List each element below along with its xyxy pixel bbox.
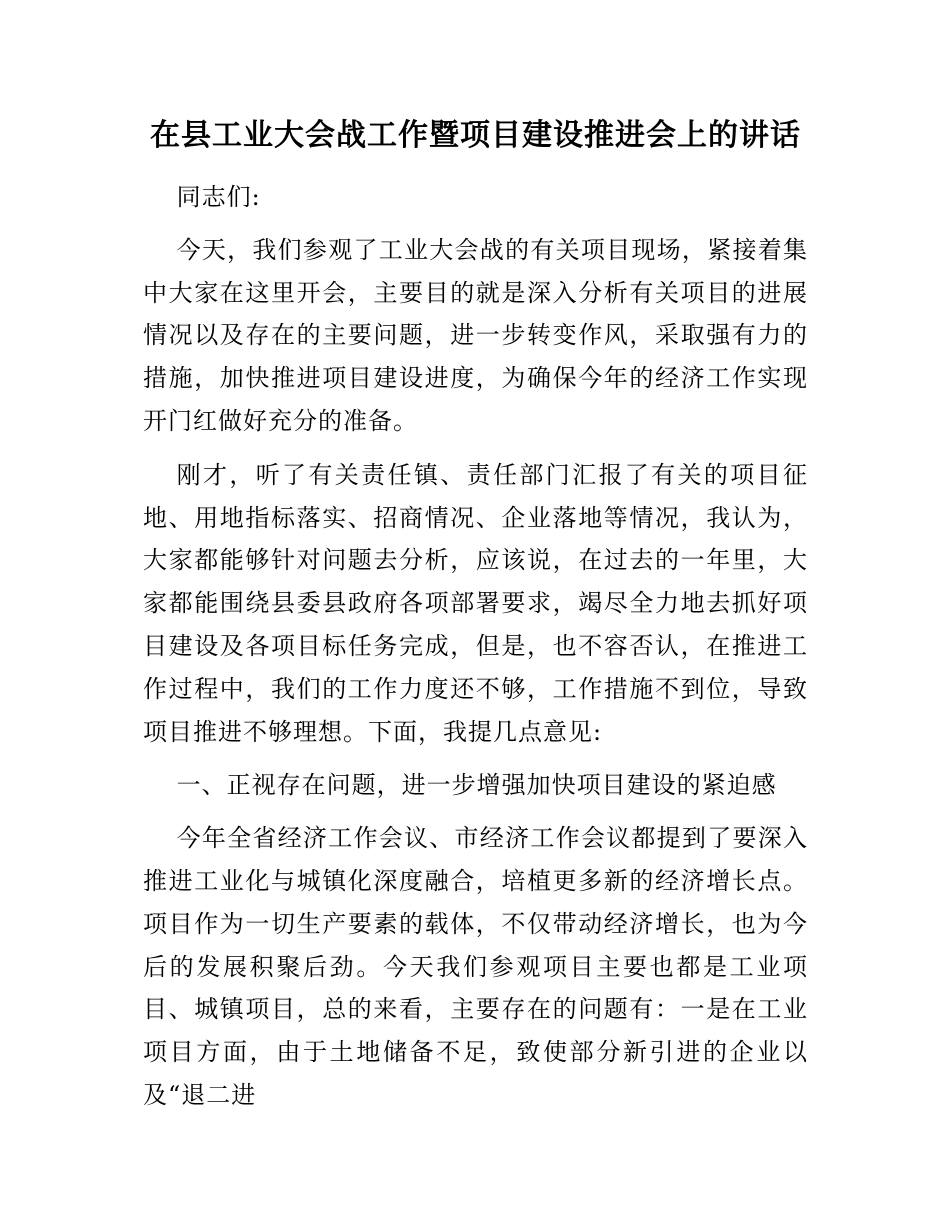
salutation: 同志们: <box>176 183 261 211</box>
document-body <box>143 176 808 1117</box>
document-page <box>143 0 808 1128</box>
body-paragraph: 刚才，听了有关责任镇、责任部门汇报了有关的项目征地、用地指标落实、招商情况、企业落地等情况，我认为，大家都能够针对问题去分析，应该说，在过去的一年里，大家都能围绕县委县政府各项部署要求，竭尽全力地去抓好项目建设及各项目标任务完成，但是，也不容否认，在推进工作过程中，我们的工作力度还不够，工作措施不到位，导致项目推进不够理想。下面，我提几点意见: <box>143 460 808 746</box>
section-paragraph: 今年全省经济工作会议、市经济工作会议都提到了要深入推进工业化与城镇化深度融合，培植更多新的经济增长点。项目作为一切生产要素的载体，不仅带动经济增长，也为今后的发展积聚后劲。今天我们参观项目主要也都是工业项目、城镇项目，总的来看，主要存在的问题有：一是在工业项目方面，由于土地储备不足，致使部分新引进的企业以及“退二进 <box>143 824 808 1109</box>
section-heading: 一、正视存在问题，进一步增强加快项目建设的紧迫感 <box>176 771 777 800</box>
body-paragraph: 今天，我们参观了工业大会战的有关项目现场，紧接着集中大家在这里开会，主要目的就是深入分析有关项目的进展情况以及存在的主要问题，进一步转变作风，采取强有力的措施，加快推进项目建设进度，为确保今年的经济工作实现开门红做好充分的准备。 <box>143 235 808 435</box>
document-title: 在县工业大会战工作暨项目建设推进会上的讲话 <box>150 118 801 153</box>
